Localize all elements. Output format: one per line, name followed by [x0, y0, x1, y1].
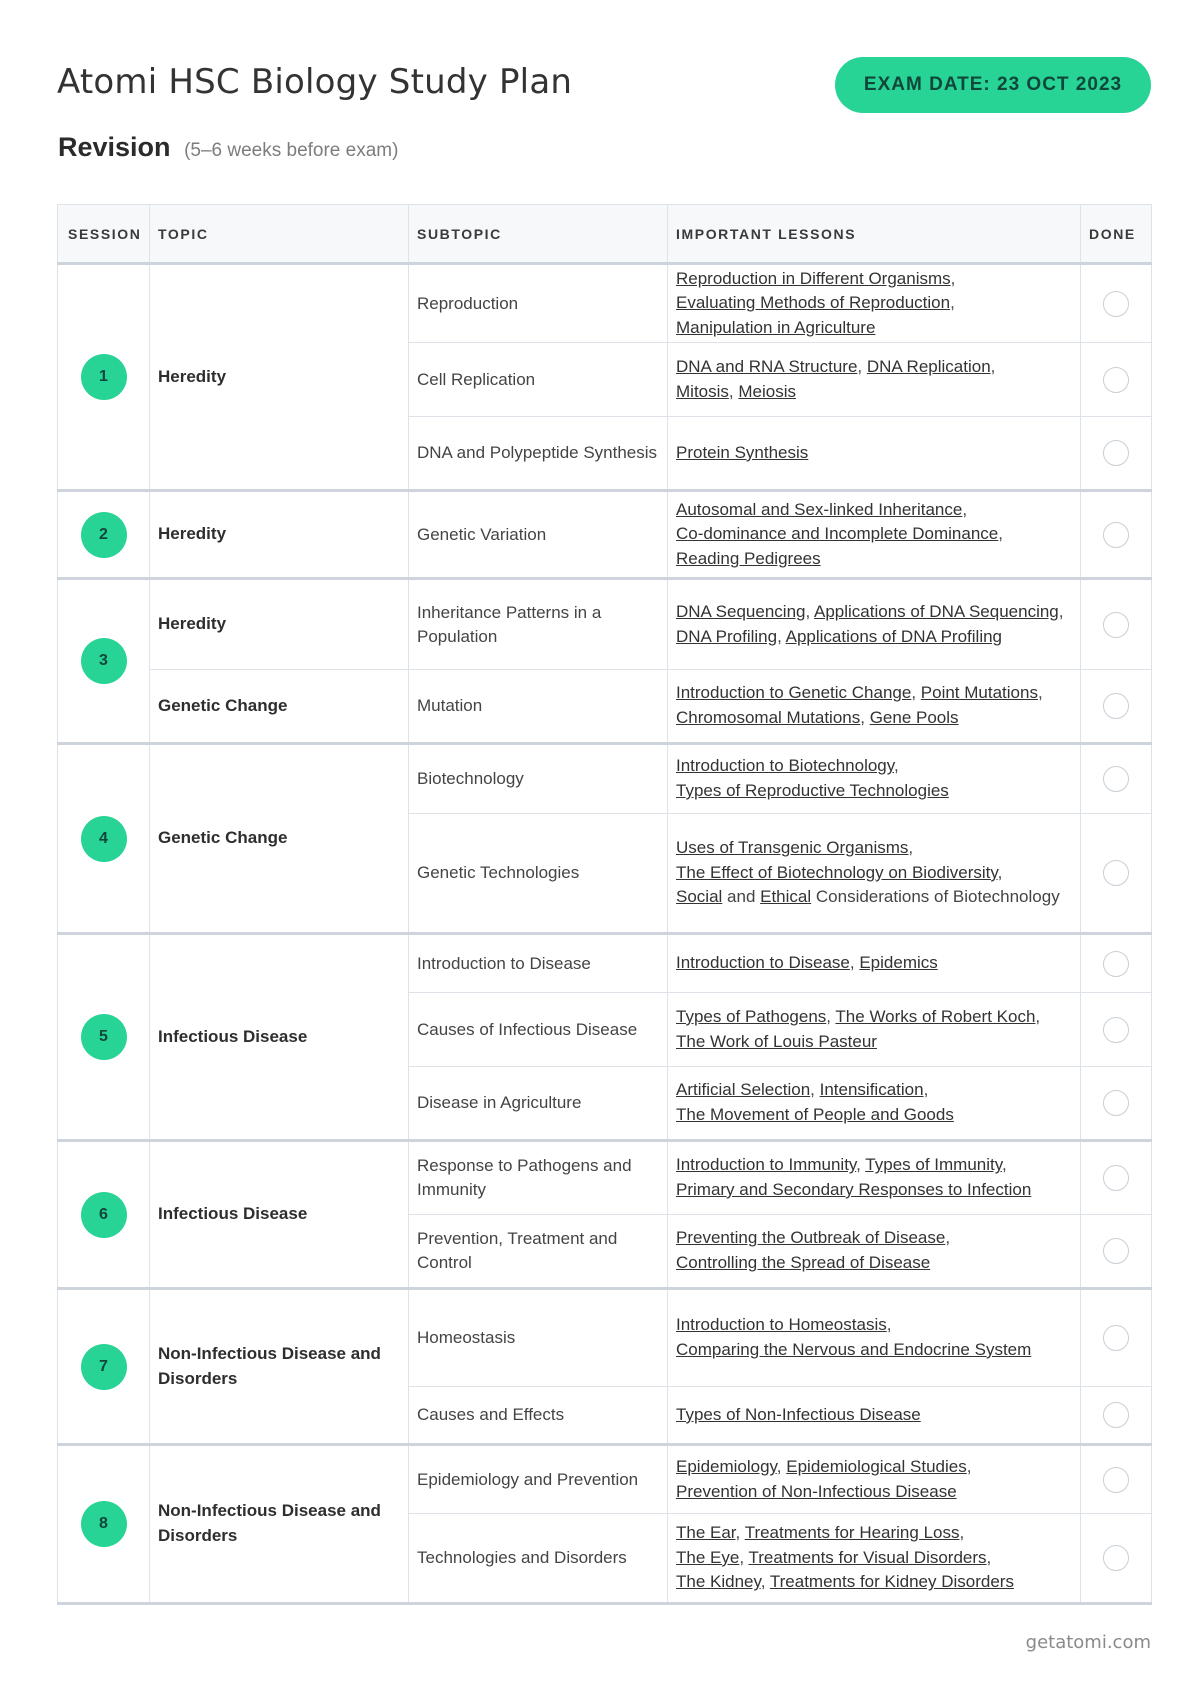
session-number-badge: 6	[81, 1192, 127, 1238]
lesson-link[interactable]: Prevention of Non-Infectious Disease	[676, 1481, 957, 1501]
lesson-link[interactable]: Point Mutations	[920, 683, 1038, 703]
lesson-separator-text: ,	[805, 601, 814, 621]
lesson-link[interactable]: Manipulation in Agriculture	[676, 317, 876, 337]
subtopic-cell: Reproduction	[409, 264, 668, 343]
lesson-link[interactable]: The Works of Robert Koch	[835, 1006, 1036, 1026]
lesson-separator-text: and	[722, 887, 761, 907]
lesson-link[interactable]: Types of Reproductive Technologies	[676, 781, 949, 800]
done-cell	[1081, 744, 1152, 814]
table-row	[58, 491, 1152, 579]
lesson-separator-text: ,	[894, 756, 899, 776]
lesson-separator-text: ,	[998, 524, 1003, 544]
subtopic-cell: Prevention, Treatment and Control	[409, 1215, 668, 1289]
done-checkbox[interactable]	[1103, 860, 1129, 886]
topic-cell: Genetic Change	[150, 744, 409, 934]
lesson-link[interactable]: DNA Profiling	[676, 626, 778, 646]
lesson-separator-text: ,	[849, 953, 860, 973]
lesson-link[interactable]: Reading Pedigrees	[676, 548, 821, 568]
lesson-separator-text: ,	[856, 1155, 866, 1175]
table-row	[58, 934, 1152, 993]
topic-cell: Infectious Disease	[150, 1141, 409, 1289]
session-cell	[58, 491, 150, 579]
done-checkbox[interactable]	[1103, 440, 1129, 466]
important-lessons-cell	[668, 417, 1081, 491]
lesson-separator-text: Considerations of Biotechnology	[811, 887, 1060, 907]
done-checkbox[interactable]	[1103, 693, 1129, 719]
lesson-link[interactable]: Introduction to Disease	[676, 953, 850, 973]
lesson-link[interactable]: The Eye	[676, 1547, 740, 1567]
done-cell	[1081, 579, 1152, 670]
lesson-link[interactable]: Meiosis	[738, 381, 796, 401]
lesson-link[interactable]: Protein Synthesis	[676, 442, 809, 462]
table-row	[58, 264, 1152, 343]
done-cell	[1081, 1514, 1152, 1604]
done-cell	[1081, 1445, 1152, 1514]
session-number-badge: 1	[81, 354, 127, 400]
table-header-row	[58, 205, 1152, 264]
lesson-link[interactable]: Preventing the Outbreak of Disease	[676, 1228, 946, 1248]
subtopic-cell: Introduction to Disease	[409, 934, 668, 993]
lesson-separator-text: ,	[1001, 1155, 1007, 1175]
done-checkbox[interactable]	[1103, 522, 1129, 548]
lesson-separator-text: ,	[810, 1080, 820, 1100]
lesson-link[interactable]: The Effect of Biotechnology on Biodiversity	[676, 862, 998, 882]
lesson-link[interactable]: Comparing the Nervous and Endocrine System	[676, 1340, 1032, 1359]
session-number-badge: 2	[81, 512, 127, 558]
done-cell	[1081, 1215, 1152, 1289]
topic-cell: Non-Infectious Disease and Disorders	[150, 1445, 409, 1604]
done-checkbox[interactable]	[1103, 951, 1129, 977]
subtopic-cell: Biotechnology	[409, 744, 668, 814]
column-header-topic: TOPIC	[150, 205, 409, 264]
section-heading	[58, 132, 398, 163]
lesson-link[interactable]: Treatments for Visual Disorders	[748, 1547, 987, 1567]
lesson-link[interactable]: Mitosis	[676, 381, 729, 401]
subtopic-cell: Disease in Agriculture	[409, 1067, 668, 1141]
subtopic-cell: DNA and Polypeptide Synthesis	[409, 417, 668, 491]
lesson-link[interactable]: Primary and Secondary Responses to Infection	[676, 1180, 1032, 1199]
lesson-link[interactable]: Autosomal and Sex-linked Inheritance	[676, 499, 963, 519]
footer-site-link[interactable]: getatomi.com	[1025, 1632, 1151, 1653]
session-cell	[58, 579, 150, 744]
session-number-badge: 7	[81, 1344, 127, 1390]
lesson-separator-text: ,	[997, 862, 1003, 882]
session-group	[58, 1141, 1152, 1289]
lesson-link[interactable]: DNA and RNA Structure	[676, 356, 858, 376]
table-row	[58, 579, 1152, 670]
subtopic-cell: Inheritance Patterns in a Population	[409, 579, 668, 670]
section-title: Revision	[58, 132, 171, 162]
done-checkbox[interactable]	[1103, 1545, 1129, 1571]
subtopic-cell: Epidemiology and Prevention	[409, 1445, 668, 1514]
session-cell	[58, 1289, 150, 1445]
lesson-link[interactable]: Introduction to Immunity	[676, 1155, 857, 1175]
important-lessons-cell	[668, 814, 1081, 934]
subtopic-cell: Response to Pathogens and Immunity	[409, 1141, 668, 1215]
table-row	[58, 670, 1152, 744]
study-plan-table	[57, 204, 1152, 1605]
session-cell	[58, 264, 150, 491]
done-cell	[1081, 993, 1152, 1067]
lesson-separator-text: ,	[826, 1006, 836, 1026]
important-lessons-cell	[668, 993, 1081, 1067]
session-group	[58, 744, 1152, 934]
done-cell	[1081, 417, 1152, 491]
important-lessons-cell	[668, 1067, 1081, 1141]
done-checkbox[interactable]	[1103, 1090, 1129, 1116]
topic-cell: Genetic Change	[150, 670, 409, 744]
lesson-link[interactable]: Types of Immunity	[865, 1155, 1002, 1175]
done-checkbox[interactable]	[1103, 1467, 1129, 1493]
lesson-separator-text: ,	[962, 499, 968, 519]
session-group	[58, 491, 1152, 579]
lesson-separator-text: ,	[908, 838, 914, 858]
session-group	[58, 1289, 1152, 1445]
important-lessons-cell	[668, 343, 1081, 417]
lesson-link[interactable]: Introduction to Biotechnology	[676, 756, 894, 776]
lesson-separator-text: ,	[945, 1228, 951, 1248]
session-group	[58, 934, 1152, 1141]
session-group	[58, 1445, 1152, 1604]
session-number-badge: 8	[81, 1501, 127, 1547]
lesson-separator-text: ,	[990, 356, 996, 376]
session-cell	[58, 934, 150, 1141]
lesson-separator-text: ,	[886, 1315, 892, 1335]
important-lessons-cell	[668, 744, 1081, 814]
important-lessons-cell	[668, 1514, 1081, 1604]
topic-cell: Non-Infectious Disease and Disorders	[150, 1289, 409, 1445]
done-cell	[1081, 670, 1152, 744]
lesson-separator-text: ,	[728, 381, 739, 401]
done-cell	[1081, 814, 1152, 934]
lesson-link[interactable]: The Movement of People and Goods	[676, 1105, 954, 1124]
lesson-link[interactable]: Reproduction in Different Organisms	[676, 268, 951, 288]
lesson-link[interactable]: Epidemiological Studies	[786, 1456, 967, 1476]
section-note: (5–6 weeks before exam)	[184, 140, 399, 161]
lesson-link[interactable]: Types of Pathogens	[676, 1006, 827, 1026]
lesson-separator-text: ,	[857, 356, 867, 376]
lesson-separator-text: ,	[735, 1523, 745, 1543]
lesson-link[interactable]: Uses of Transgenic Organisms	[676, 838, 909, 858]
subtopic-cell: Genetic Technologies	[409, 814, 668, 934]
lesson-link[interactable]: The Ear	[676, 1523, 736, 1543]
important-lessons-cell	[668, 1387, 1081, 1445]
lesson-link[interactable]: Chromosomal Mutations	[676, 708, 861, 727]
lesson-link[interactable]: The Work of Louis Pasteur	[676, 1031, 877, 1051]
done-checkbox[interactable]	[1103, 1402, 1129, 1428]
important-lessons-cell	[668, 1289, 1081, 1387]
lesson-separator-text: ,	[923, 1080, 929, 1100]
lesson-separator-text: ,	[966, 1456, 972, 1476]
done-checkbox[interactable]	[1103, 766, 1129, 792]
lesson-separator-text: ,	[860, 708, 870, 727]
lesson-link[interactable]: The Kidney	[676, 1572, 761, 1592]
important-lessons-cell	[668, 1445, 1081, 1514]
lesson-link[interactable]: Evaluating Methods of Reproduction	[676, 293, 951, 313]
done-cell	[1081, 1067, 1152, 1141]
lesson-link[interactable]: DNA Replication	[866, 356, 991, 376]
column-header-subtopic: SUBTOPIC	[409, 205, 668, 264]
topic-cell: Heredity	[150, 579, 409, 670]
subtopic-cell: Causes of Infectious Disease	[409, 993, 668, 1067]
done-cell	[1081, 491, 1152, 579]
subtopic-cell: Causes and Effects	[409, 1387, 668, 1445]
lesson-link[interactable]: Gene Pools	[869, 708, 959, 727]
lesson-separator-text: ,	[950, 293, 955, 313]
important-lessons-cell	[668, 264, 1081, 343]
session-cell	[58, 1141, 150, 1289]
lesson-separator-text: ,	[760, 1572, 770, 1592]
important-lessons-cell	[668, 934, 1081, 993]
lesson-link[interactable]: Introduction to Genetic Change	[676, 683, 912, 703]
table-row	[58, 744, 1152, 814]
done-checkbox[interactable]	[1103, 612, 1129, 638]
lesson-link[interactable]: Treatments for Hearing Loss	[744, 1523, 960, 1543]
done-checkbox[interactable]	[1103, 1325, 1129, 1351]
column-header-session: SESSION	[58, 205, 150, 264]
important-lessons-cell	[668, 670, 1081, 744]
lesson-link[interactable]: Controlling the Spread of Disease	[676, 1253, 931, 1272]
session-number-badge: 4	[81, 816, 127, 862]
lesson-link[interactable]: Artificial Selection	[676, 1080, 811, 1100]
lesson-link[interactable]: DNA Sequencing	[676, 601, 806, 621]
done-checkbox[interactable]	[1103, 1238, 1129, 1264]
done-checkbox[interactable]	[1103, 291, 1129, 317]
topic-cell: Heredity	[150, 491, 409, 579]
important-lessons-cell	[668, 579, 1081, 670]
session-group	[58, 579, 1152, 744]
done-cell	[1081, 343, 1152, 417]
done-checkbox[interactable]	[1103, 1017, 1129, 1043]
lesson-link[interactable]: Introduction to Homeostasis	[676, 1315, 887, 1335]
done-cell	[1081, 264, 1152, 343]
lesson-separator-text: ,	[777, 626, 786, 646]
subtopic-cell: Homeostasis	[409, 1289, 668, 1387]
subtopic-cell: Technologies and Disorders	[409, 1514, 668, 1604]
table-row	[58, 1141, 1152, 1215]
lesson-link[interactable]: Social	[676, 887, 723, 907]
lesson-link[interactable]: Intensification	[819, 1080, 924, 1100]
lesson-separator-text: ,	[911, 683, 921, 703]
topic-cell: Infectious Disease	[150, 934, 409, 1141]
subtopic-cell: Cell Replication	[409, 343, 668, 417]
session-number-badge: 5	[81, 1014, 127, 1060]
done-cell	[1081, 1141, 1152, 1215]
lesson-separator-text: ,	[986, 1547, 992, 1567]
lesson-separator-text: ,	[1058, 601, 1064, 621]
table-row	[58, 1289, 1152, 1387]
subtopic-cell: Genetic Variation	[409, 491, 668, 579]
lesson-link[interactable]: Epidemiology	[676, 1456, 777, 1476]
subtopic-cell: Mutation	[409, 670, 668, 744]
session-cell	[58, 744, 150, 934]
lesson-link[interactable]: Applications of DNA Profiling	[785, 626, 1003, 646]
session-number-badge: 3	[81, 638, 127, 684]
page-title: Atomi HSC Biology Study Plan	[57, 62, 573, 102]
lesson-separator-text: ,	[776, 1456, 787, 1476]
done-cell	[1081, 1387, 1152, 1445]
done-checkbox[interactable]	[1103, 1165, 1129, 1191]
important-lessons-cell	[668, 1141, 1081, 1215]
lesson-link[interactable]: Epidemics	[859, 953, 938, 973]
important-lessons-cell	[668, 1215, 1081, 1289]
lesson-separator-text: ,	[739, 1547, 749, 1567]
lesson-separator-text: ,	[1037, 683, 1043, 703]
done-cell	[1081, 934, 1152, 993]
important-lessons-cell	[668, 491, 1081, 579]
done-cell	[1081, 1289, 1152, 1387]
session-cell	[58, 1445, 150, 1604]
lesson-link[interactable]: Ethical	[760, 887, 812, 907]
column-header-done: DONE	[1081, 205, 1152, 264]
session-group	[58, 264, 1152, 491]
lesson-link[interactable]: Co-dominance and Incomplete Dominance	[676, 524, 999, 544]
lesson-separator-text: ,	[1035, 1006, 1041, 1026]
column-header-important-lessons: IMPORTANT LESSONS	[668, 205, 1081, 264]
table-row	[58, 1445, 1152, 1514]
lesson-separator-text: ,	[959, 1523, 965, 1543]
lesson-link[interactable]: Treatments for Kidney Disorders	[769, 1572, 1014, 1592]
lesson-separator-text: ,	[950, 268, 956, 288]
topic-cell: Heredity	[150, 264, 409, 491]
exam-date-badge: EXAM DATE: 23 OCT 2023	[835, 57, 1151, 113]
lesson-link[interactable]: Applications of DNA Sequencing	[814, 601, 1059, 621]
lesson-link[interactable]: Types of Non-Infectious Disease	[676, 1404, 921, 1424]
done-checkbox[interactable]	[1103, 367, 1129, 393]
